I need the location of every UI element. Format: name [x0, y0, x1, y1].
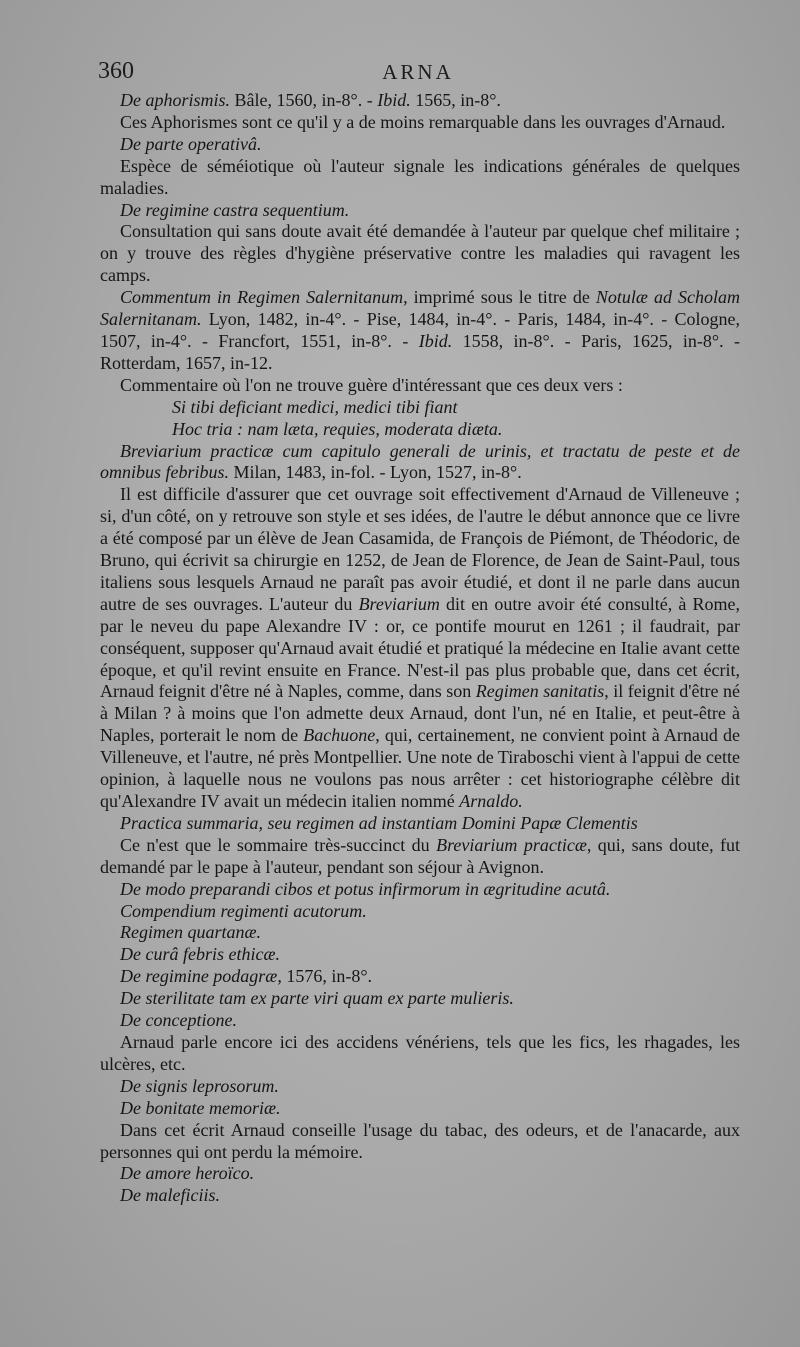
text-segment: 1558, in-8°. - Paris, 1625, in-8°. - Rotterdam, 1657, in-12. — [100, 330, 740, 373]
italic-text: Compendium regimenti acutorum. — [120, 900, 367, 921]
text-segment: , il feignit d'être né à Milan ? à moins que l'on admette deux Arnaud, dont l'un, né en Italie, et peut-être à Naples, porterait le nom de — [100, 681, 740, 746]
italic-text: De regimine podagræ, — [120, 966, 282, 987]
italic-text: De sterilitate tam ex parte viri quam ex parte mulieris. — [120, 988, 514, 1009]
italic-text: Practica summaria, seu regimen ad instantiam Domini Papæ Clementis — [120, 812, 638, 833]
italic-text: De aphorismis. — [120, 90, 231, 110]
work-title — [100, 1076, 740, 1098]
text-segment: Il est difficile d'assurer que cet ouvrage soit effectivement d'Arnaud de Villeneuve ; si, d'un côté, on y retrouve son style et ses idées, de l'autre le début annonce que ce livre a été composé par un élève de Jean Casamida, de François de Piémont, de Théodoric, de Bruno, qui écrivit sa chirurgie en 1252, de Jean de Florence, de Jean de Saint-Paul, tous italiens sous lesquels Arnaud ne paraît pas avoir étudié, et dont il ne parle dans aucun autre de ses ouvrages. L'auteur du — [100, 484, 740, 614]
italic-text: De curâ febris ethicæ. — [120, 944, 280, 965]
work-title — [100, 1098, 740, 1120]
text-segment: Espèce de séméiotique où l'auteur signale les indications générales de quelques maladies. — [100, 155, 740, 198]
italic-text: Arnaldo. — [459, 791, 523, 811]
verse-line — [100, 397, 740, 419]
italic-text: De maleficiis. — [120, 1185, 220, 1206]
work-title — [100, 879, 740, 901]
text-segment: Ces Aphorismes sont ce qu'il y a de moins remarquable dans les ouvrages d'Arnaud. — [120, 111, 726, 132]
text-segment: dit en outre avoir été consulté, à Rome, par le neveu du pape Alexandre IV : or, ce pontife mourut en 1261 ; il faudrait, par conséquent, supposer qu'Arnaud avait étudié et pratiqué la médecine en Italie avant cette époque, et qu'il revint ensuite en France. N'est-il pas plus probable que, dans cet écrit, Arnaud feignit d'être né à Naples, comme, dans son — [100, 593, 740, 702]
work-title — [100, 1185, 740, 1207]
work-title — [100, 134, 740, 156]
text-segment: Ce n'est que le sommaire très-succinct du — [120, 834, 437, 855]
body-text — [100, 90, 740, 1207]
paragraph — [100, 112, 740, 134]
italic-text: Breviarium practicæ cum capitulo generali de urinis, et tractatu de peste et de omnibus febribus. — [100, 440, 740, 483]
text-segment: , qui, sans doute, fut demandé par le pape à l'auteur, pendant son séjour à Avignon. — [100, 834, 740, 877]
italic-text: Regimen sanitatis — [475, 681, 605, 702]
italic-text: De amore heroïco. — [120, 1163, 255, 1184]
italic-text: Commentum in Regimen Salernitanum, — [120, 287, 408, 308]
italic-text: Hoc tria : nam læta, requies, moderata diæta. — [172, 418, 503, 439]
work-title — [100, 813, 740, 835]
text-segment: imprimé sous le titre de — [407, 287, 596, 308]
italic-text: De bonitate memoriæ. — [120, 1097, 281, 1118]
paragraph — [100, 1032, 740, 1076]
text-segment: Dans cet écrit Arnaud conseille l'usage du tabac, des odeurs, et de l'anacarde, aux personnes qui ont perdu la mémoire. — [100, 1119, 740, 1162]
text-segment: Arnaud parle encore ici des accidens vénériens, tels que les fics, les rhagades, les ulcères, etc. — [100, 1031, 740, 1074]
work-title — [100, 944, 740, 966]
paragraph — [100, 484, 740, 813]
work-title — [100, 200, 740, 222]
text-segment: Lyon, 1482, in-4°. - Pise, 1484, in-4°. - Paris, 1484, in-4°. - Cologne, 1507, in-4°. - Francfort, 1551, in-8°. - — [100, 309, 740, 351]
italic-text: De modo preparandi cibos et potus infirmorum in ægritudine acutâ. — [120, 878, 611, 899]
text-segment: , qui, certainement, ne convient point à Arnaud de Villeneuve, et l'autre, né près Montpellier. Une note de Tiraboschi vient à l'appui de cette opinion, à laquelle nous ne voulons pas nous arrêter : cet historiographe célèbre dit qu'Alexandre IV avait un médecin italien nommé — [100, 725, 740, 811]
text-segment: 1576, in-8°. — [281, 966, 373, 987]
italic-text: Regimen quartanæ. — [120, 922, 261, 943]
italic-text: Bachuone — [303, 725, 376, 746]
work-title — [100, 1163, 740, 1185]
paragraph — [100, 1120, 740, 1164]
text-segment: Milan, 1483, in-fol. - Lyon, 1527, in-8°. — [229, 462, 522, 483]
paragraph — [100, 287, 740, 375]
italic-text: Breviarium — [358, 593, 440, 614]
running-title: ARNA — [382, 60, 454, 84]
italic-text: De parte operativâ. — [120, 133, 262, 154]
verse-line — [100, 419, 740, 441]
italic-text: Si tibi deficiant medici, medici tibi fiant — [172, 396, 458, 417]
work-title — [100, 1010, 740, 1032]
paragraph — [100, 966, 740, 988]
italic-text: Ibid. — [418, 330, 453, 351]
italic-text: Breviarium practicæ — [436, 834, 587, 855]
paragraph — [100, 90, 740, 112]
paragraph — [100, 441, 740, 485]
paragraph — [100, 221, 740, 287]
paragraph — [100, 375, 740, 397]
italic-text: De signis leprosorum. — [120, 1075, 279, 1096]
page-number: 360 — [98, 58, 134, 84]
text-segment: Consultation qui sans doute avait été demandée à l'auteur par quelque chef militaire ; on y trouve des règles d'hygiène préservative contre les maladies qui ravagent les camps. — [100, 221, 740, 286]
italic-text: Notulæ ad Scholam Salernitanam. — [100, 287, 740, 330]
italic-text: De regimine castra sequentium. — [120, 199, 350, 220]
work-title — [100, 901, 740, 923]
italic-text: Ibid. — [377, 90, 411, 110]
work-title — [100, 988, 740, 1010]
text-segment: Bâle, 1560, in-8°. - — [230, 90, 378, 110]
italic-text: De conceptione. — [120, 1010, 237, 1031]
work-title — [100, 922, 740, 944]
text-segment: Commentaire où l'on ne trouve guère d'intéressant que ces deux vers : — [120, 374, 623, 395]
paragraph — [100, 835, 740, 879]
page-header — [98, 58, 738, 92]
text-segment: 1565, in-8°. — [410, 90, 501, 110]
paragraph — [100, 156, 740, 200]
